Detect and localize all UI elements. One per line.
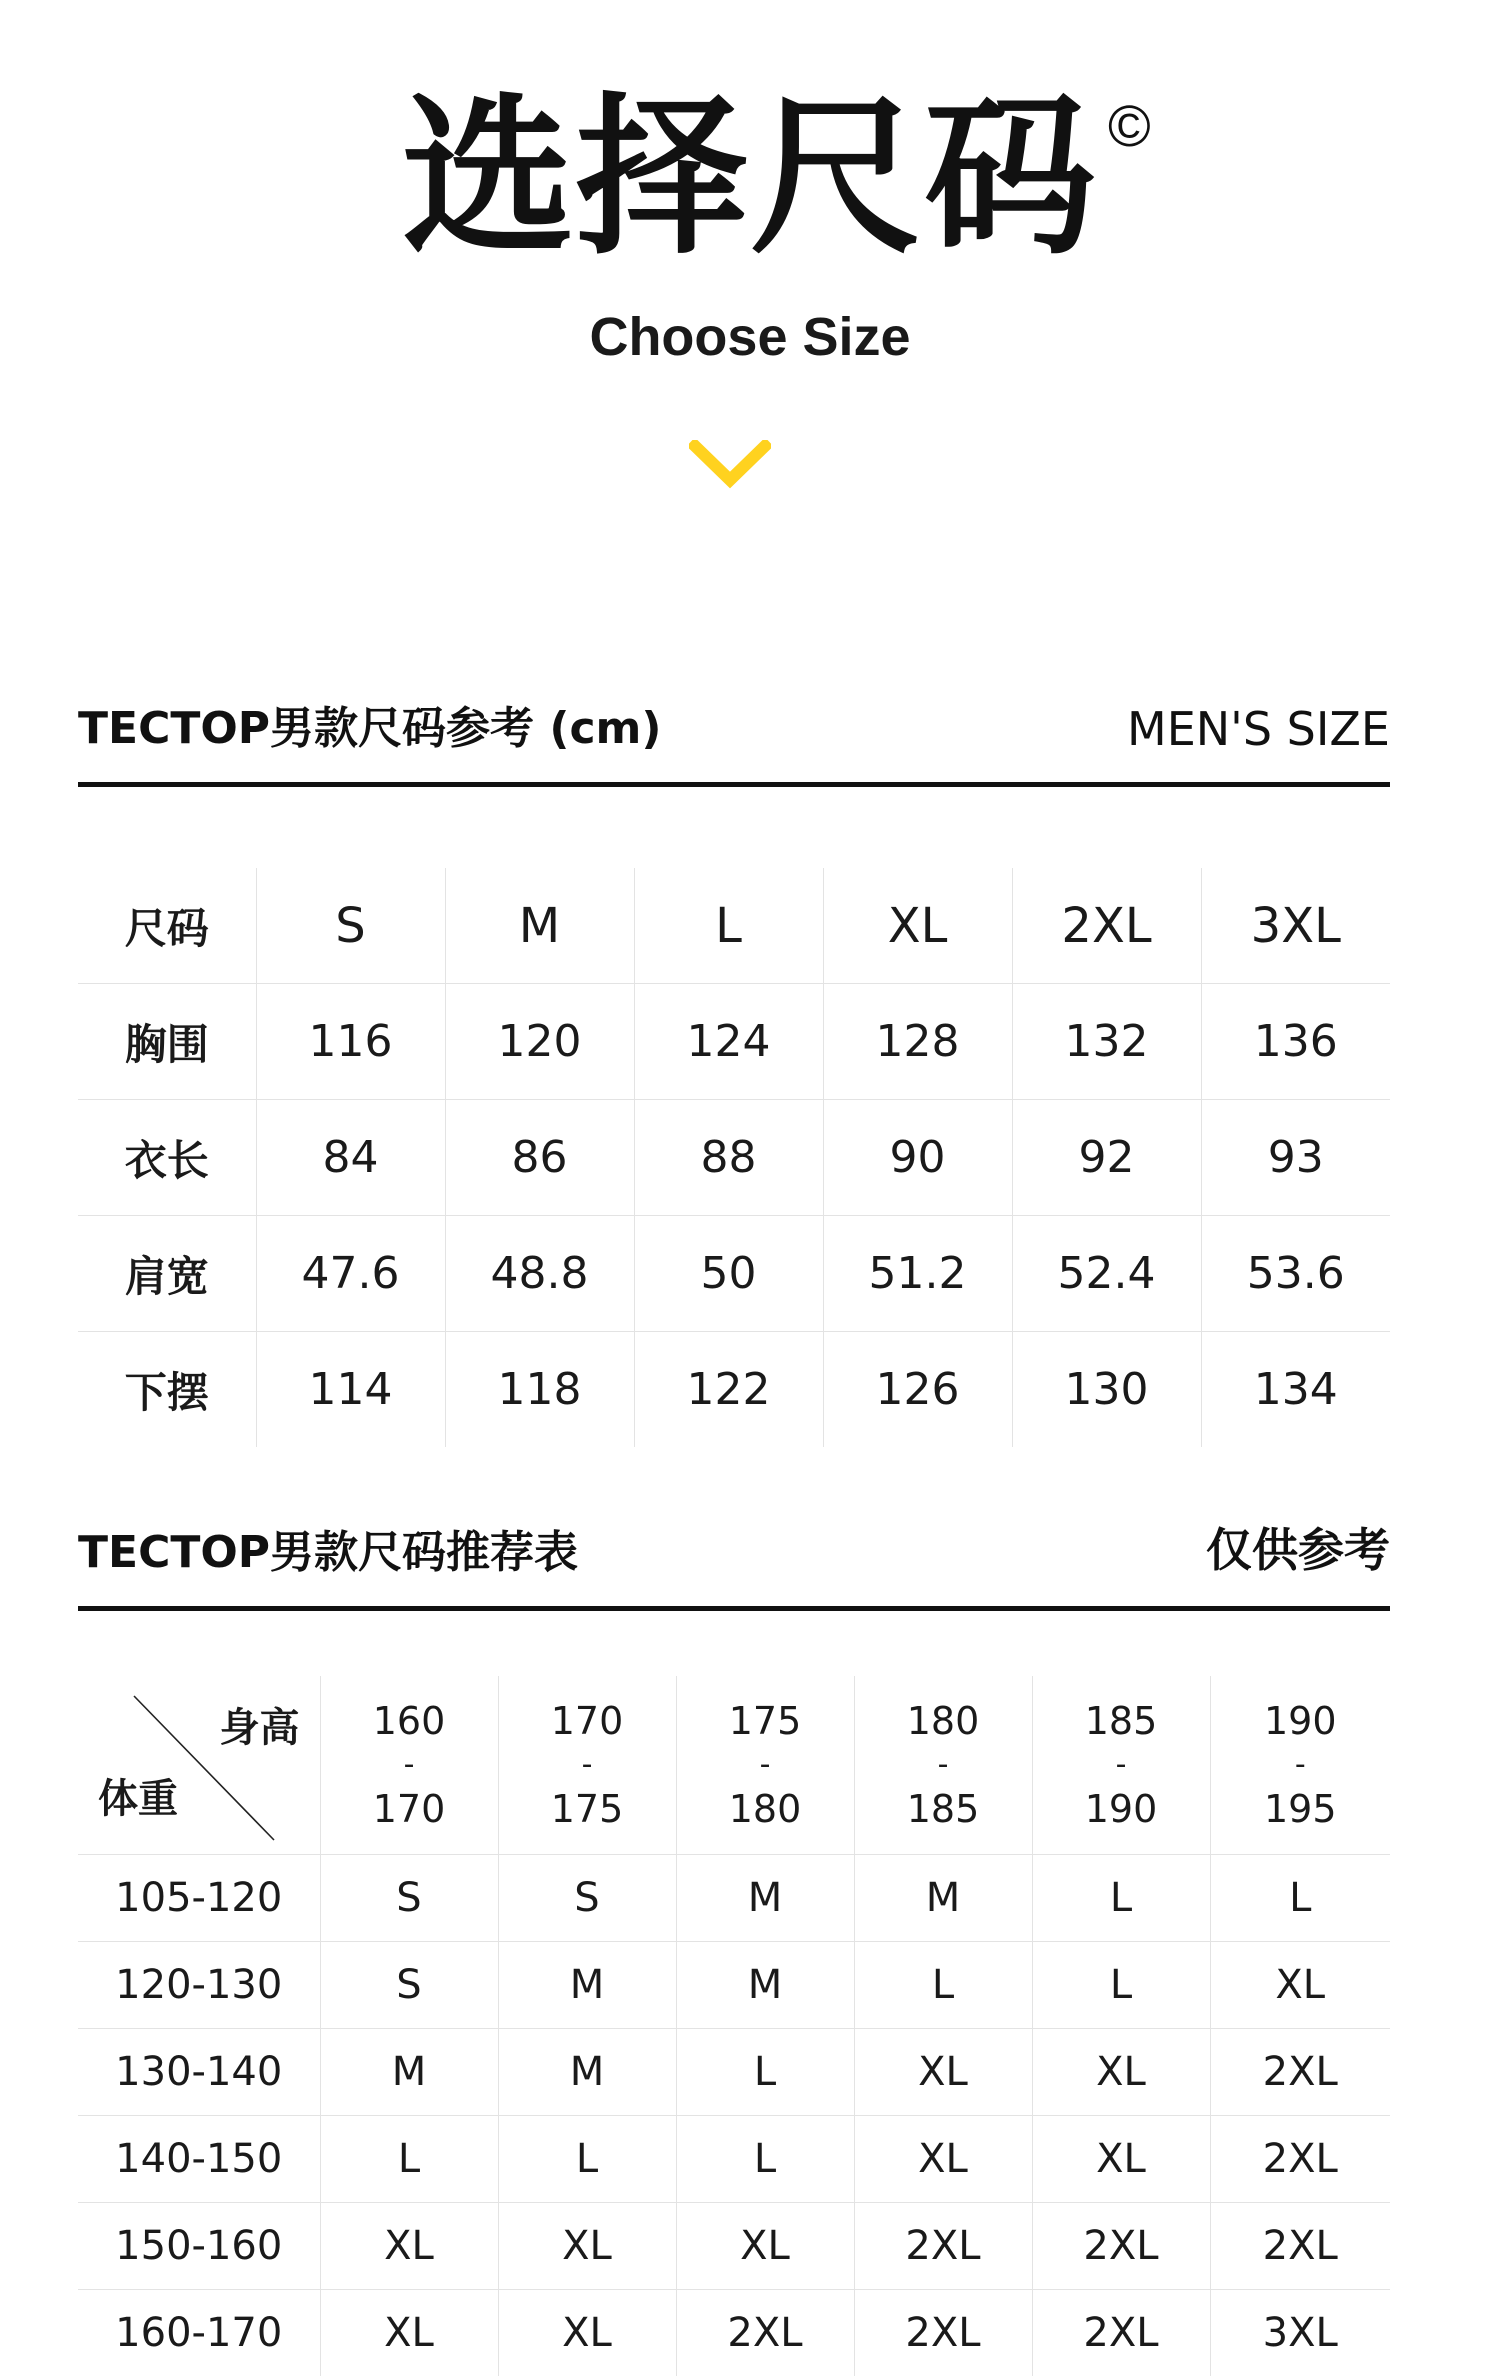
height-axis-label: 身高 — [220, 1696, 300, 1753]
table-cell: XL — [1210, 1942, 1390, 2029]
table-cell: 52.4 — [1012, 1216, 1201, 1332]
size-section-title: TECTOP男款尺码参考 (cm) — [78, 692, 662, 756]
table-cell: 2XL — [1210, 2029, 1390, 2116]
table-cell: XL — [676, 2203, 854, 2290]
table-cell: 118 — [445, 1332, 634, 1448]
table-cell: XL — [498, 2290, 676, 2376]
height-range-from: 175 — [729, 1699, 802, 1743]
table-cell: S — [498, 1855, 676, 1942]
recommend-table — [78, 1676, 1390, 2376]
table-cell: 122 — [634, 1332, 823, 1448]
height-range-dash: - — [855, 1744, 1032, 1786]
height-range-to: 185 — [907, 1787, 980, 1831]
height-range-from: 185 — [1085, 1699, 1158, 1743]
table-cell: L — [676, 2029, 854, 2116]
table-cell: M — [498, 1942, 676, 2029]
table-cell: 90 — [823, 1100, 1012, 1216]
table-cell: 53.6 — [1201, 1216, 1390, 1332]
height-range-dash: - — [321, 1744, 498, 1786]
size-table — [78, 868, 1390, 1447]
table-cell: 2XL — [1032, 2203, 1210, 2290]
table-cell: 50 — [634, 1216, 823, 1332]
weight-axis-label: 体重 — [98, 1767, 178, 1824]
height-range-dash: - — [677, 1744, 854, 1786]
table-cell: 48.8 — [445, 1216, 634, 1332]
table-cell: 2XL — [854, 2290, 1032, 2376]
table-row — [78, 1942, 1390, 2029]
table-cell: 2XL — [1032, 2290, 1210, 2376]
table-cell: 124 — [634, 984, 823, 1100]
table-cell: 86 — [445, 1100, 634, 1216]
height-range-to: 175 — [551, 1787, 624, 1831]
rec-section-note: 仅供参考 — [1206, 1514, 1390, 1580]
table-cell: 92 — [1012, 1100, 1201, 1216]
table-cell: L — [1210, 1855, 1390, 1942]
table-row — [78, 1216, 1390, 1332]
table-cell: 84 — [256, 1100, 445, 1216]
size-section-label: MEN'S SIZE — [1127, 702, 1390, 756]
height-range-cell — [320, 1676, 498, 1855]
table-cell: 136 — [1201, 984, 1390, 1100]
table-row — [78, 2116, 1390, 2203]
height-range-dash: - — [1211, 1744, 1391, 1786]
table-cell: 128 — [823, 984, 1012, 1100]
table-cell: XL — [320, 2203, 498, 2290]
size-section-header — [78, 696, 1390, 787]
height-range-cell — [1032, 1676, 1210, 1855]
table-cell: M — [676, 1942, 854, 2029]
rec-section-header — [78, 1520, 1390, 1611]
height-range-to: 190 — [1085, 1787, 1158, 1831]
table-cell: 93 — [1201, 1100, 1390, 1216]
page-title — [0, 92, 1500, 264]
table-cell: M — [854, 1855, 1032, 1942]
table-cell: 116 — [256, 984, 445, 1100]
height-range-from: 190 — [1264, 1699, 1337, 1743]
corner-cell — [78, 1676, 320, 1855]
size-header-cell: 2XL — [1012, 868, 1201, 984]
chevron-down-icon — [689, 440, 771, 492]
table-cell: 132 — [1012, 984, 1201, 1100]
size-header-cell: S — [256, 868, 445, 984]
copyright-mark: © — [1108, 98, 1153, 156]
table-cell: 126 — [823, 1332, 1012, 1448]
table-cell: 2XL — [1210, 2116, 1390, 2203]
table-cell: XL — [854, 2029, 1032, 2116]
height-range-from: 180 — [907, 1699, 980, 1743]
weight-range-cell: 105-120 — [78, 1855, 320, 1942]
row-label-cell: 下摆 — [78, 1332, 256, 1448]
row-label-cell: 衣长 — [78, 1100, 256, 1216]
height-range-to: 180 — [729, 1787, 802, 1831]
table-cell: L — [498, 2116, 676, 2203]
height-range-from: 170 — [551, 1699, 624, 1743]
height-range-to: 170 — [373, 1787, 446, 1831]
height-range-to: 195 — [1264, 1787, 1337, 1831]
page-title-text: 选择尺码 — [402, 77, 1098, 278]
weight-range-cell: 150-160 — [78, 2203, 320, 2290]
table-row — [78, 2203, 1390, 2290]
size-header-cell: 3XL — [1201, 868, 1390, 984]
page-subtitle: Choose Size — [0, 306, 1500, 368]
table-cell: 134 — [1201, 1332, 1390, 1448]
table-cell: L — [1032, 1942, 1210, 2029]
row-label-cell: 胸围 — [78, 984, 256, 1100]
rec-section-title: TECTOP男款尺码推荐表 — [78, 1516, 578, 1580]
table-cell: S — [320, 1942, 498, 2029]
table-cell: XL — [320, 2290, 498, 2376]
table-cell: L — [676, 2116, 854, 2203]
height-range-dash: - — [499, 1744, 676, 1786]
table-row — [78, 1100, 1390, 1216]
table-cell: 2XL — [854, 2203, 1032, 2290]
table-row — [78, 984, 1390, 1100]
table-row — [78, 2029, 1390, 2116]
table-cell: 88 — [634, 1100, 823, 1216]
height-range-cell — [498, 1676, 676, 1855]
table-header-row — [78, 1676, 1390, 1855]
table-cell: 114 — [256, 1332, 445, 1448]
weight-range-cell: 130-140 — [78, 2029, 320, 2116]
table-row — [78, 1855, 1390, 1942]
height-range-cell — [854, 1676, 1032, 1855]
height-range-from: 160 — [373, 1699, 446, 1743]
table-cell: XL — [498, 2203, 676, 2290]
height-range-cell — [676, 1676, 854, 1855]
table-cell: 2XL — [676, 2290, 854, 2376]
table-cell: 3XL — [1210, 2290, 1390, 2376]
table-cell: 120 — [445, 984, 634, 1100]
table-cell: 47.6 — [256, 1216, 445, 1332]
table-cell: L — [854, 1942, 1032, 2029]
weight-range-cell: 120-130 — [78, 1942, 320, 2029]
weight-range-cell: 160-170 — [78, 2290, 320, 2376]
size-header-cell: L — [634, 868, 823, 984]
table-row — [78, 1332, 1390, 1448]
table-cell: M — [320, 2029, 498, 2116]
table-cell: XL — [854, 2116, 1032, 2203]
row-label-cell: 肩宽 — [78, 1216, 256, 1332]
table-cell: M — [498, 2029, 676, 2116]
table-row — [78, 2290, 1390, 2376]
table-cell: M — [676, 1855, 854, 1942]
table-header-row — [78, 868, 1390, 984]
table-cell: XL — [1032, 2116, 1210, 2203]
table-cell: 130 — [1012, 1332, 1201, 1448]
row-label-cell: 尺码 — [78, 868, 256, 984]
table-cell: 2XL — [1210, 2203, 1390, 2290]
height-range-cell — [1210, 1676, 1390, 1855]
table-cell: L — [1032, 1855, 1210, 1942]
size-header-cell: M — [445, 868, 634, 984]
table-cell: 51.2 — [823, 1216, 1012, 1332]
size-header-cell: XL — [823, 868, 1012, 984]
table-cell: S — [320, 1855, 498, 1942]
table-cell: XL — [1032, 2029, 1210, 2116]
weight-range-cell: 140-150 — [78, 2116, 320, 2203]
table-cell: L — [320, 2116, 498, 2203]
height-range-dash: - — [1033, 1744, 1210, 1786]
